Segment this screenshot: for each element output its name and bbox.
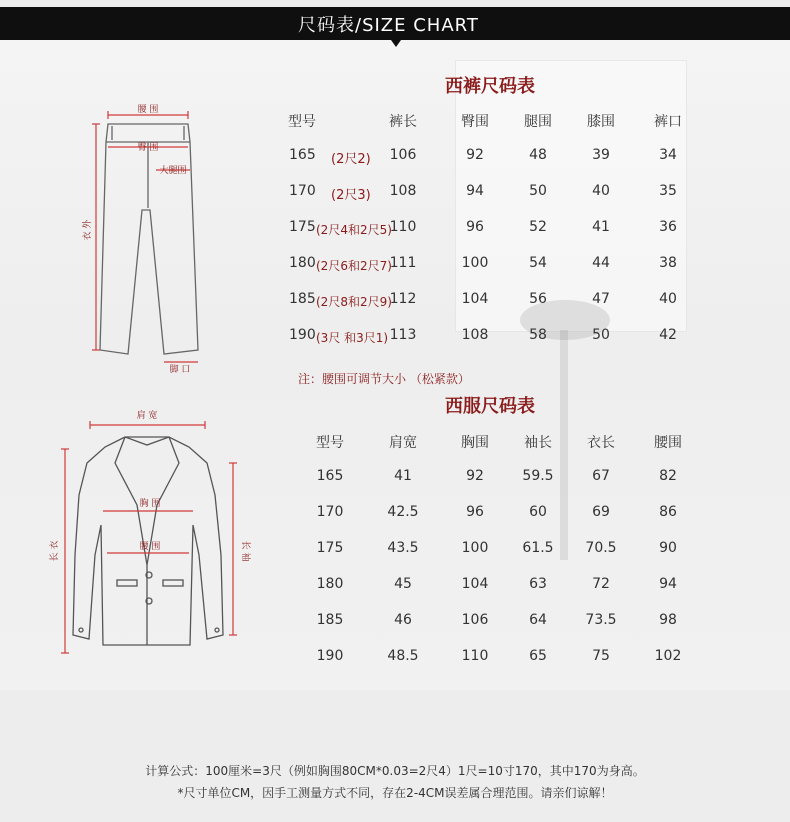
pants-row-note: (2尺3)	[331, 188, 371, 203]
suit-row-size: 185	[316, 612, 344, 628]
pants-row-thigh: 58	[529, 327, 547, 343]
suit-shoulder-label: 肩 宽	[136, 411, 158, 421]
pants-row-hip: 100	[461, 255, 489, 271]
suit-row-length: 72	[592, 576, 610, 592]
suit-row-size: 190	[316, 648, 344, 664]
suit-diagram	[45, 405, 255, 660]
suit-row-sleeve: 59.5	[522, 468, 554, 484]
suit-row-shoulder: 43.5	[387, 540, 419, 556]
suit-header-size: 型号	[316, 435, 344, 451]
pants-row-hem: 35	[659, 183, 677, 199]
pants-row-note: (2尺2)	[331, 152, 371, 167]
pants-row-thigh: 48	[529, 147, 547, 163]
pants-row-hem: 40	[659, 291, 677, 307]
suit-sleeve-label: 长 袖	[240, 540, 250, 562]
suit-row-waist: 98	[659, 612, 677, 628]
suit-row-waist: 94	[659, 576, 677, 592]
pants-header-knee: 膝围	[587, 114, 615, 130]
pants-row-knee: 47	[592, 291, 610, 307]
pants-outseam-label: 衣 外	[83, 219, 93, 241]
pants-row-length: 106	[389, 147, 417, 163]
footer-disclaimer: *尺寸单位CM，因手工测量方式不同，存在2-4CM误差属合理范围。请亲们谅解！	[177, 786, 613, 800]
suit-row-chest: 106	[461, 612, 489, 628]
suit-row-length: 75	[592, 648, 610, 664]
suit-header-length: 衣长	[587, 435, 615, 451]
pants-row-size: 180	[289, 255, 316, 271]
pants-row-knee: 39	[592, 147, 610, 163]
pants-row-hip: 104	[461, 291, 489, 307]
header-notch	[391, 40, 401, 47]
suit-row-waist: 86	[659, 504, 677, 520]
page-title: 尺码表/SIZE CHART	[298, 15, 479, 36]
suit-header-shoulder: 肩宽	[389, 435, 417, 451]
pants-header-thigh: 腿围	[524, 114, 552, 130]
suit-row-shoulder: 46	[394, 612, 412, 628]
suit-row-waist: 90	[659, 540, 677, 556]
pants-row-size: 175	[289, 219, 316, 235]
pants-row-hip: 94	[466, 183, 484, 199]
suit-row-chest: 104	[461, 576, 489, 592]
background-window	[455, 60, 687, 332]
suit-row-length: 69	[592, 504, 610, 520]
pants-row-hem: 42	[659, 327, 677, 343]
pants-row-size: 165	[289, 147, 316, 163]
suit-row-shoulder: 48.5	[387, 648, 419, 664]
pants-row-hem: 38	[659, 255, 677, 271]
suit-row-sleeve: 64	[529, 612, 547, 628]
pants-row-thigh: 56	[529, 291, 547, 307]
pants-diagram	[80, 100, 210, 375]
pants-row-length: 108	[389, 183, 417, 199]
suit-row-sleeve: 63	[529, 576, 547, 592]
pants-table-title: 西裤尺码表	[445, 76, 535, 97]
pants-row-hem: 34	[659, 147, 677, 163]
suit-row-chest: 92	[466, 468, 484, 484]
pants-hip-label: 臀 围	[137, 143, 159, 153]
pants-row-size: 190	[289, 327, 316, 343]
suit-row-size: 170	[316, 504, 344, 520]
pants-row-thigh: 50	[529, 183, 547, 199]
suit-row-sleeve: 60	[529, 504, 547, 520]
suit-header-waist: 腰围	[654, 435, 682, 451]
pants-row-knee: 50	[592, 327, 610, 343]
suit-header-chest: 胸围	[461, 435, 489, 451]
suit-row-waist: 102	[654, 648, 682, 664]
pants-header-size: 型号	[288, 114, 316, 130]
suit-row-shoulder: 42.5	[387, 504, 419, 520]
footer-formula: 计算公式：100厘米=3尺（例如胸围80CM*0.03=2尺4）1尺=10寸170，其中170为身高。	[145, 764, 645, 778]
suit-row-size: 175	[316, 540, 344, 556]
pants-row-note: (2尺4和2尺5)	[316, 223, 392, 237]
pants-row-knee: 41	[592, 219, 610, 235]
suit-row-length: 70.5	[585, 540, 617, 556]
suit-chest-label: 胸 围	[139, 499, 161, 509]
pants-row-hem: 36	[659, 219, 677, 235]
suit-header-sleeve: 袖长	[524, 435, 552, 451]
background-stool-leg	[560, 330, 568, 560]
suit-row-size: 180	[316, 576, 344, 592]
pants-row-length: 110	[389, 219, 417, 235]
suit-row-length: 73.5	[585, 612, 617, 628]
suit-row-sleeve: 61.5	[522, 540, 554, 556]
pants-row-knee: 40	[592, 183, 610, 199]
pants-row-note: (2尺6和2尺7)	[316, 259, 392, 273]
suit-row-chest: 96	[466, 504, 484, 520]
suit-length-label: 长 衣	[50, 540, 60, 562]
suit-row-chest: 100	[461, 540, 489, 556]
suit-row-waist: 82	[659, 468, 677, 484]
pants-row-length: 111	[389, 255, 417, 271]
pants-hem-label: 脚 口	[169, 365, 191, 375]
suit-table-title: 西服尺码表	[445, 396, 535, 417]
pants-row-thigh: 54	[529, 255, 547, 271]
pants-row-hip: 108	[461, 327, 489, 343]
pants-row-length: 112	[389, 291, 417, 307]
pants-row-hip: 92	[466, 147, 484, 163]
pants-row-note: (3尺 和3尺1)	[316, 331, 389, 345]
pants-waist-label: 腰 围	[137, 105, 159, 115]
pants-header-hip: 臀围	[461, 114, 489, 130]
pants-row-size: 170	[289, 183, 316, 199]
suit-row-shoulder: 41	[394, 468, 412, 484]
suit-row-chest: 110	[461, 648, 489, 664]
pants-row-length: 113	[389, 327, 417, 343]
pants-header-hem: 裤口	[654, 114, 682, 130]
pants-row-size: 185	[289, 291, 316, 307]
pants-thigh-label: 大腿围	[159, 166, 187, 176]
pants-header-length: 裤长	[389, 114, 417, 130]
suit-row-shoulder: 45	[394, 576, 412, 592]
suit-waist-label: 腰 围	[139, 542, 161, 552]
pants-waist-note: 注：腰围可调节大小 （松紧款）	[298, 372, 470, 386]
suit-row-length: 67	[592, 468, 610, 484]
pants-row-hip: 96	[466, 219, 484, 235]
suit-row-size: 165	[316, 468, 344, 484]
pants-row-thigh: 52	[529, 219, 547, 235]
pants-row-knee: 44	[592, 255, 610, 271]
suit-row-sleeve: 65	[529, 648, 547, 664]
pants-row-note: (2尺8和2尺9)	[316, 295, 392, 309]
